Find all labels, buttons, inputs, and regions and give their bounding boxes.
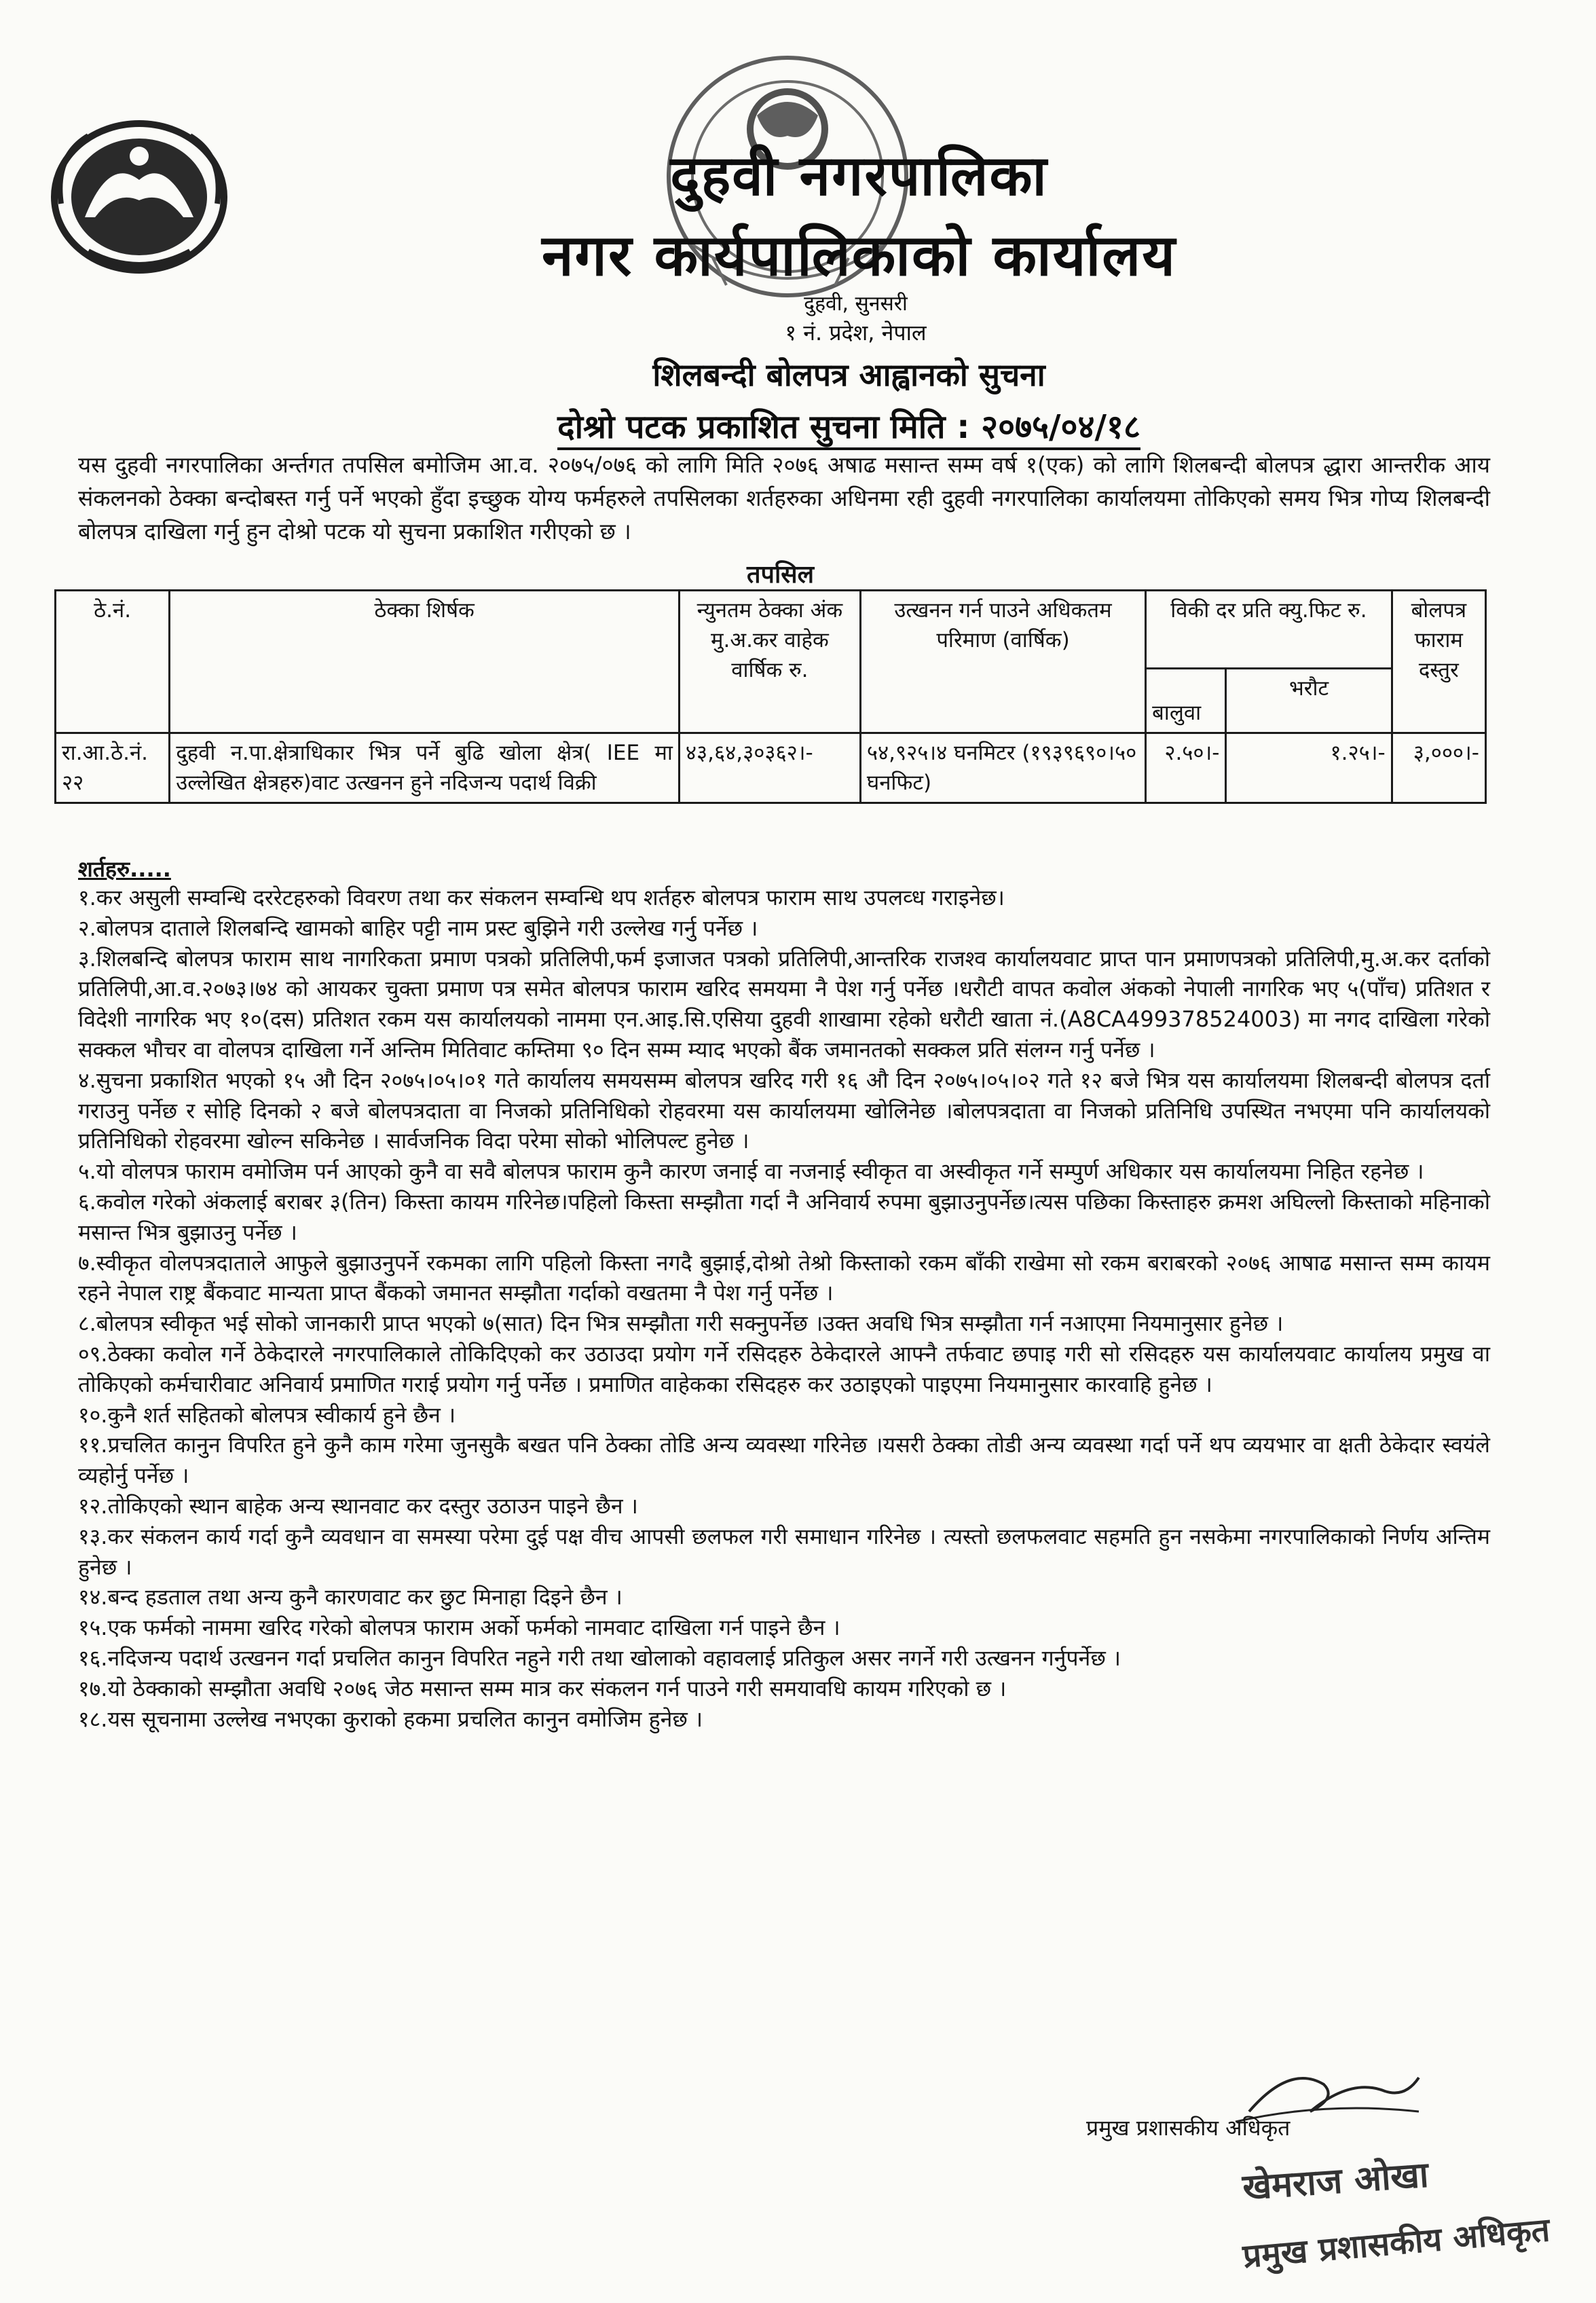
term-item: १२.तोकिएको स्थान बाहेक अन्य स्थानवाट कर दस्तुर उठाउन पाइने छैन ।	[78, 1492, 638, 1519]
term-item: ७.स्वीकृत वोलपत्रदाताले आफुले बुझाउनुपर्ने रकमका लागि पहिलो किस्ता नगदै बुझाई,दोश्रो तेश्रो किस्ताको रकम बाँकी राखेमा सो रकम बराबरको २०७६ आषाढ मसान्त सम्म कायम रहने नेपाल राष्ट्र बैंकवाट मान्यता प्राप्त बैंकको जमानत सम्झौता गर्दाको वखतमा नै पेश गर्नु पर्नेछ ।	[78, 1249, 1490, 1306]
header-title: ठेक्का शिर्षक	[170, 591, 680, 733]
term-item: ६.कवोल गरेको अंकलाई बराबर ३(तिन) किस्ता कायम गरिनेछ।पहिलो किस्ता सम्झौता गर्दा नै अनिवार्य रुपमा बुझाउनुपर्नेछ।त्यस पछिका किस्ताहरु क्रमश अघिल्लो किस्ताको महिनाको मसान्त भित्र बुझाउनु पर्नेछ ।	[78, 1188, 1490, 1245]
term-item: ३.शिलबन्दि बोलपत्र फाराम साथ नागरिकता प्रमाण पत्रको प्रतिलिपी,फर्म इजाजत पत्रको प्रतिलिपी,आन्तरिक राजश्व कार्यालयवाट प्राप्त पान प्रमाणपत्रको प्रतिलिपी,मु.अ.कर दर्ताको प्रतिलिपी,आ.व.२०७३।७४ को आयकर चुक्ता प्रमाण पत्र समेत बोलपत्र फाराम खरिद समयमा नै पेश गर्नु पर्नेछ ।धरौटी वापत कवोल अंकको नेपाली नागरिक भए ५(पाँच) प्रतिशत र विदेशी नागरिक भए १०(दस) प्रतिशत रकम यस कार्यालयको नाममा एन.आइ.सि.एसिया दुहवी शाखामा रहेको धरौटी खाता नं.(A8CA499378524003) मा नगद दाखिला गरेको सक्कल भौचर वा वोलपत्र दाखिला गर्ने अन्तिम मितिवाट कम्तिमा ९० दिन सम्म म्याद भएको बैंक जमानतको सक्कल प्रति संलग्न गर्नु पर्नेछ ।	[78, 945, 1490, 1063]
office-province: १ नं. प्रदेश, नेपाल	[785, 320, 927, 346]
cell-form-fee: ३,०००।-	[1392, 733, 1485, 803]
header-min-amount: न्युनतम ठेक्का अंक मु.अ.कर वाहेक वार्षिक रु.	[679, 591, 860, 733]
term-item: १४.बन्द हडताल तथा अन्य कुनै कारणवाट कर छुट मिनाहा दिइने छैन ।	[78, 1584, 623, 1610]
table-row	[56, 733, 1486, 803]
signatory-title: प्रमुख प्रशासकीय अधिकृत	[1086, 2115, 1291, 2141]
term-item: १०.कुनै शर्त सहितको बोलपत्र स्वीकार्य हुने छैन ।	[78, 1401, 456, 1428]
term-item: ०९.ठेक्का कवोल गर्ने ठेकेदारले नगरपालिकाले तोकिदिएको कर उठाउदा प्रयोग गर्ने रसिदहरु ठेकेदारले आफ्नै तर्फवाट छपाइ गरी सो रसिदहरु यस कार्यालयवाट कार्यालय प्रमुख वा तोकिएको कर्मचारीवाट अनिवार्य प्रमाणित गराई प्रयोग गर्नु पर्नेछ । प्रमाणित वाहेकका रसिदहरु कर उठाइएको पाइएमा नियमानुसार कारवाहि हुनेछ ।	[78, 1340, 1490, 1397]
term-item: १७.यो ठेक्काको सम्झौता अवधि २०७६ जेठ मसान्त सम्म मात्र कर संकलन गर्न पाउने गरी समयावधि कायम गरिएको छ ।	[78, 1675, 1007, 1701]
notice-date	[0, 404, 1596, 448]
term-item: ४.सुचना प्रकाशित भएको १५ औ दिन २०७५।०५।०१ गते कार्यालय समयसम्म बोलपत्र खरिद गरी १६ औ दिन २०७५।०५।०२ गते १२ बजे भित्र यस कार्यालयमा शिलबन्दी बोलपत्र दर्ता गराउनु पर्नेछ र सोहि दिनको २ बजे बोलपत्रदाता वा निजको प्रतिनिधिको रोहवरमा यस कार्यालयमा खोलिनेछ ।बोलपत्रदाता वा निजको प्रतिनिधि उपस्थित नभएमा पनि कार्यालयको प्रतिनिधिको रोहवरमा खोल्न सकिनेछ । सार्वजनिक विदा परेमा सोको भोलिपल्ट हुनेछ ।	[78, 1067, 1490, 1154]
office-title: नगर कार्यपालिकाको कार्यालय	[542, 222, 1176, 289]
term-item: ११.प्रचलित कानुन विपरित हुने कुनै काम गरेमा जुनसुकै बखत पनि ठेक्का तोडि अन्य व्यवस्था गरिनेछ ।यसरी ठेक्का तोडी अन्य व्यवस्था गर्दा पर्ने थप व्ययभार वा क्षती ठेकेदार स्वयंले व्यहोर्नु पर्नेछ ।	[78, 1432, 1490, 1489]
table-header-row	[56, 591, 1486, 669]
municipality-title: दुहवी नगरपालिका	[670, 144, 1048, 208]
header-sn: ठे.नं.	[56, 591, 170, 733]
term-item: १६.नदिजन्य पदार्थ उत्खनन गर्दा प्रचलित कानुन विपरित नहुने गरी तथा खोलाको वहावलाई प्रतिकुल असर नगर्ने गरी उत्खनन गर्नुपर्नेछ ।	[78, 1644, 1121, 1671]
header-form-fee: बोलपत्र फाराम दस्तुर	[1392, 591, 1485, 733]
term-item: १३.कर संकलन कार्य गर्दा कुनै व्यवधान वा समस्या परेमा दुई पक्ष वीच आपसी छलफल गरी समाधान गरिनेछ । त्यस्तो छलफलवाट सहमति हुन नसकेमा नगरपालिकाको निर्णय अन्तिम हुनेछ ।	[78, 1523, 1490, 1580]
contract-table	[54, 589, 1487, 804]
term-item: १८.यस सूचनामा उल्लेख नभएका कुराको हकमा प्रचलित कानुन वमोजिम हुनेछ ।	[78, 1706, 703, 1732]
notice-date-text: दोश्रो पटक प्रकाशित सुचना मिति : २०७५/०४/१८	[557, 408, 1140, 450]
cell-rate-gravel: १.२५।-	[1226, 733, 1392, 803]
header-rate-group: विकी दर प्रति क्यु.फिट रु.	[1146, 591, 1392, 669]
intro-paragraph: यस दुहवी नगरपालिका अर्न्तगत तपसिल बमोजिम आ.व. २०७५/०७६ को लागि मिति २०७६ अषाढ मसान्त सम्म वर्ष १(एक) को लागि शिलबन्दी बोलपत्र द्धारा आन्तरीक आय संकलनको ठेक्का बन्दोबस्त गर्नु पर्ने भएको हुँदा इच्छुक योग्य फर्महरुले तपसिलका शर्तहरुका अधिनमा रही दुहवी नगरपालिका कार्यालयमा तोकिएको समय भित्र गोप्य शिलबन्दी बोलपत्र दाखिला गर्नु हुन दोश्रो पटक यो सुचना प्रकाशित गरीएको छ ।	[78, 452, 1490, 545]
term-item: १.कर असुली सम्वन्धि दररेटहरुको विवरण तथा कर संकलन सम्वन्धि थप शर्तहरु बोलपत्र फाराम साथ उपलव्ध गराइनेछ।	[78, 885, 1005, 910]
header-quantity: उत्खनन गर्न पाउने अधिकतम परिमाण (वार्षिक)	[860, 591, 1145, 733]
terms-list	[78, 883, 1490, 1734]
signatory-name-stamp: खेमराज ओखा	[1241, 2154, 1430, 2209]
cell-min-amount: ४३,६४,३०३६२।-	[679, 733, 860, 803]
terms-heading: शर्तहरु.....	[78, 856, 171, 882]
header-rate-sand: बालुवा	[1146, 669, 1226, 733]
term-item: १५.एक फर्मको नाममा खरिद गरेको बोलपत्र फाराम अर्को फर्मको नामवाट दाखिला गर्न पाइने छैन ।	[78, 1615, 840, 1641]
notice-title: शिलबन्दी बोलपत्र आह्वानको सुचना	[652, 356, 1045, 393]
term-item: ५.यो वोलपत्र फाराम वमोजिम पर्न आएको कुनै वा सवै बोलपत्र फाराम कुनै कारण जनाई वा नजनाई स्वीकृत वा अस्वीकृत गर्ने सम्पुर्ण अधिकार यस कार्यालयमा निहित रहनेछ ।	[78, 1158, 1424, 1185]
header-rate-gravel: भरौट	[1226, 669, 1392, 733]
cell-sn: रा.आ.ठे.नं. २२	[56, 733, 170, 803]
cell-rate-sand: २.५०।-	[1146, 733, 1226, 803]
term-item: ८.बोलपत्र स्वीकृत भई सोको जानकारी प्राप्त भएको ७(सात) दिन भित्र सम्झौता गरी सक्नुपर्नेछ ।उक्त अवधि भित्र सम्झौता गर्न नआएमा नियमानुसार हुनेछ ।	[78, 1310, 1284, 1337]
cell-quantity: ५४,९२५।४ घनमिटर (१९३९६९०।५० घनफिट)	[860, 733, 1145, 803]
table-caption: तपसिल	[747, 561, 815, 589]
term-item: २.बोलपत्र दाताले शिलबन्दि खामको बाहिर पट्टी नाम प्रस्ट बुझिने गरी उल्लेख गर्नु पर्नेछ ।	[78, 915, 758, 941]
cell-title: दुहवी न.पा.क्षेत्राधिकार भित्र पर्ने बुढि खोला क्षेत्र( IEE मा उल्लेखित क्षेत्रहरु)वाट उत्खनन हुने नदिजन्य पदार्थ विक्री	[170, 733, 680, 803]
office-place: दुहवी, सुनसरी	[804, 292, 908, 316]
signatory-post-stamp: प्रमुख प्रशासकीय अधिकृत	[1241, 2211, 1552, 2276]
